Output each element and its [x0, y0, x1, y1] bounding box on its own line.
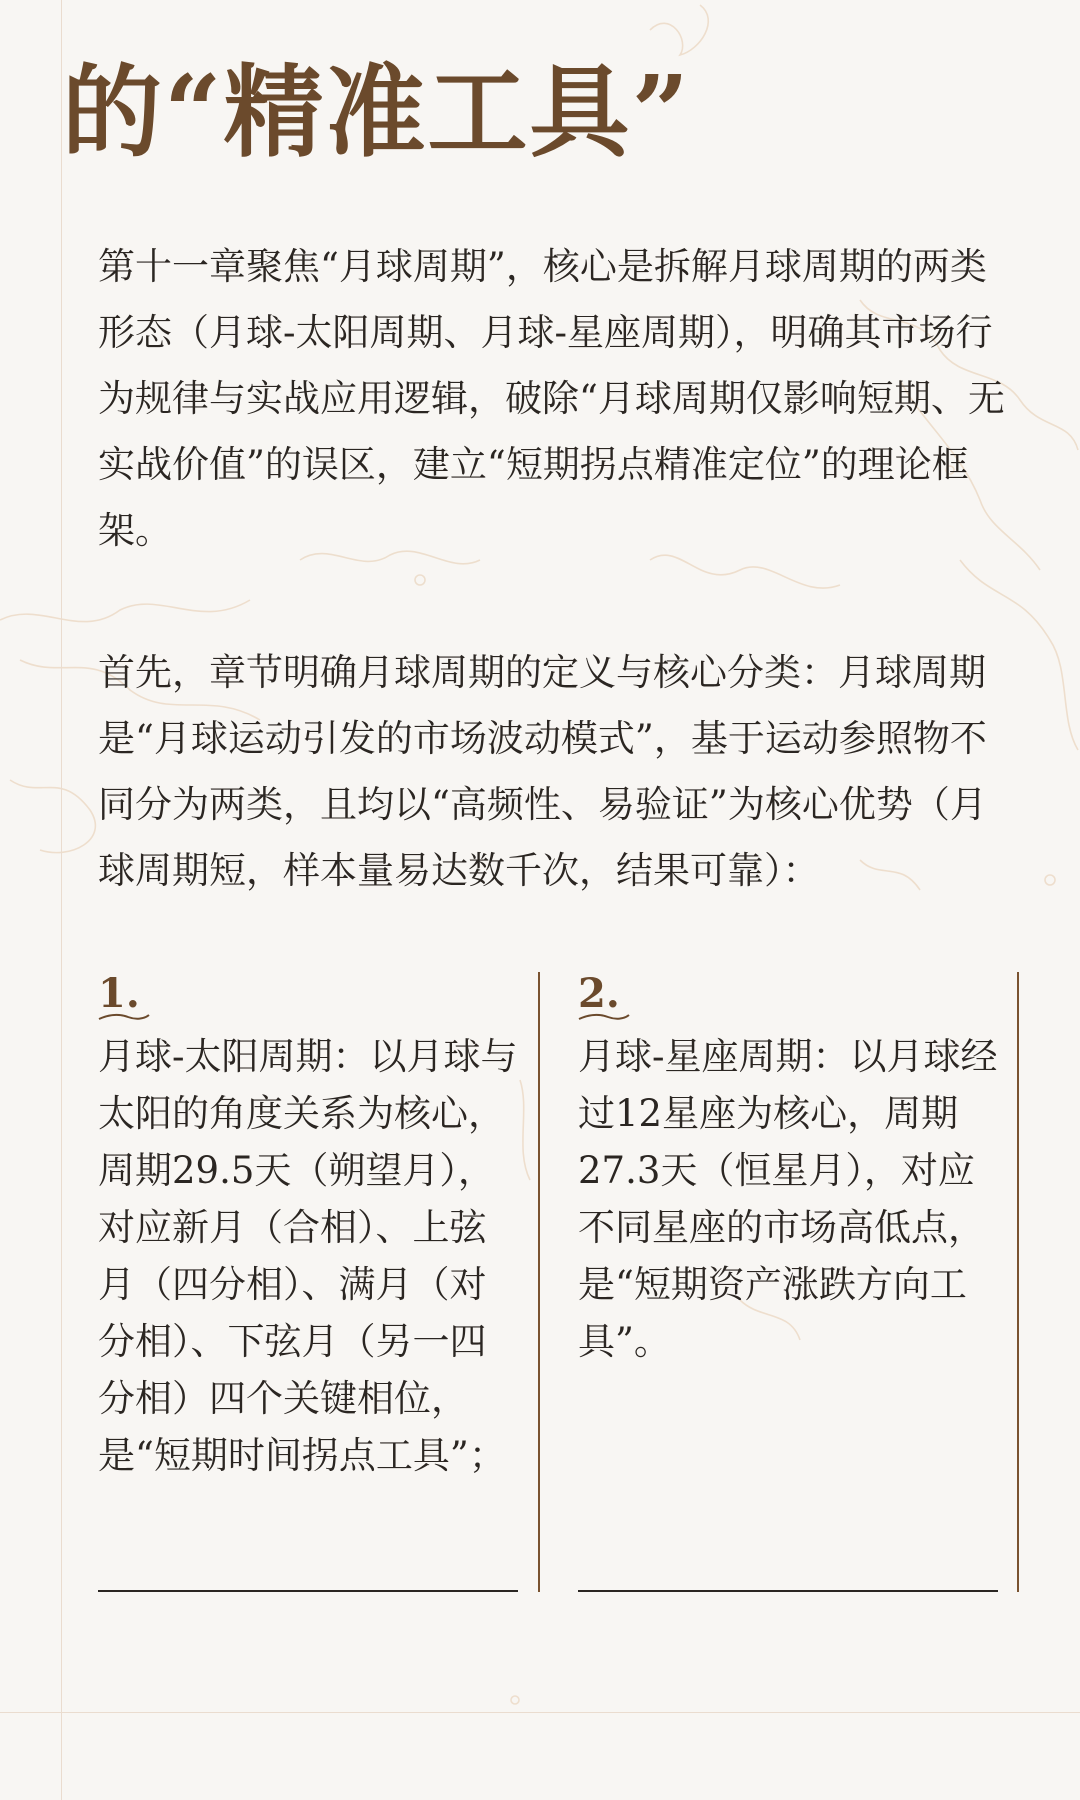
- bottom-margin-line: [0, 1712, 1080, 1713]
- page-heading: 的“精准工具”: [62, 53, 692, 171]
- item-number: 2.: [578, 970, 620, 1017]
- column-divider: [538, 972, 540, 1592]
- cycle-item-2: [578, 972, 998, 1370]
- definition-paragraph: 首先，章节明确月球周期的定义与核心分类：月球周期是“月球运动引发的市场波动模式”，基于运动参照物不同分为两类，且均以“高频性、易验证”为核心优势（月球周期短，样本量易达数千次，结果可靠）：: [98, 651, 987, 892]
- item-text: 月球-星座周期：以月球经过12星座为核心，周期27.3天（恒星月），对应不同星座的市场高低点，是“短期资产涨跌方向工具”。: [578, 1035, 998, 1363]
- cycle-item-1: [98, 972, 518, 1484]
- item-number: 1.: [98, 970, 140, 1017]
- item-bottom-rule: [578, 1590, 998, 1592]
- column-divider: [1017, 972, 1019, 1592]
- item-bottom-rule: [98, 1590, 518, 1592]
- intro-paragraph: 第十一章聚焦“月球周期”，核心是拆解月球周期的两类形态（月球-太阳周期、月球-星座周期），明确其市场行为规律与实战应用逻辑，破除“月球周期仅影响短期、无实战价值”的误区，建立“短期拐点精准定位”的理论框架。: [98, 245, 1005, 552]
- item-text: 月球-太阳周期：以月球与太阳的角度关系为核心，周期29.5天（朔望月），对应新月（合相）、上弦月（四分相）、满月（对分相）、下弦月（另一四分相）四个关键相位，是“短期时间拐点工具”；: [98, 1035, 518, 1477]
- left-margin-line: [61, 0, 62, 1800]
